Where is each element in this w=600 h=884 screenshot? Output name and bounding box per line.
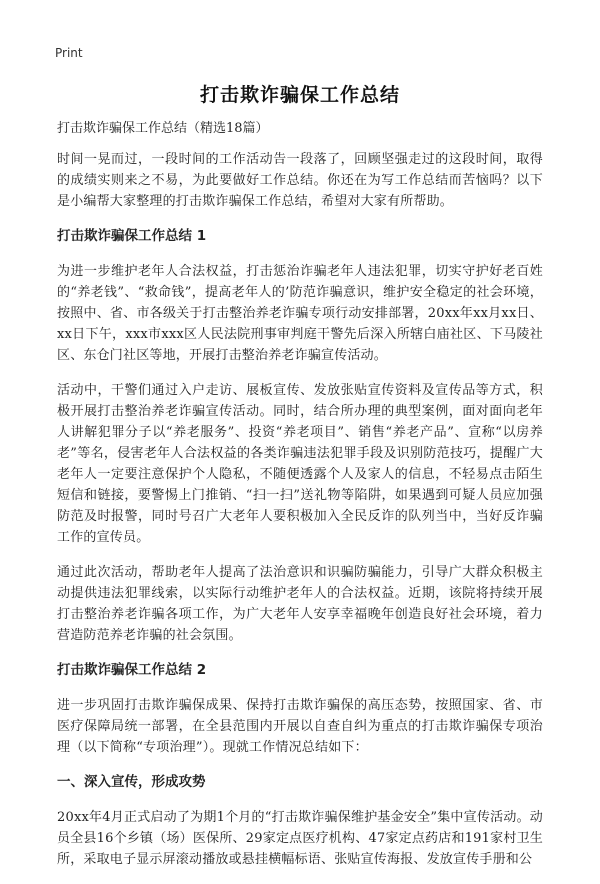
section-2-tail-paragraph: 20xx年4月正式启动了为期1个月的“打击欺诈骗保维护基金安全”集中宣传活动。动员全县16个乡镇（场）医保所、29家定点医疗机构、47家定点药店和191家村卫生所，采取电子显示屏滚动播放或悬挂横幅标语、张贴宣传海报、发放宣传手册和公 [57, 810, 543, 867]
section-1-heading: 打击欺诈骗保工作总结 1 [57, 228, 207, 244]
section-2-heading: 打击欺诈骗保工作总结 2 [57, 662, 207, 678]
section-1-paragraph: 活动中，干警们通过入户走访、展板宣传、发放张贴宣传资料及宣传品等方式，积极开展打击整治养老诈骗宣传活动。同时，结合所办理的典型案例，面对面向老年人讲解犯罪分子以“养老服务”、投资“养老项目”、销售“养老产品”、宣称“以房养老”等名，侵害老年人合法权益的各类诈骗违法犯罪手段及识别防范技巧，提醒广大老年人一定要注意保护个人隐私，不随便透露个人及家人的信息，不轻易点击陌生短信和链接，要警惕上门推销、“扫一扫”送礼物等陷阱，如果遇到可疑人员应加强防范及时报警，同时号召广大老年人要积极加入全民反诈的队列当中，当好反诈骗工作的宣传员。 [57, 383, 543, 545]
intro-paragraph: 时间一晃而过，一段时间的工作活动告一段落了，回顾坚强走过的这段时间，取得的成绩实则来之不易，为此要做好工作总结。你还在为写工作总结而苦恼吗？以下是小编帮大家整理的打击欺诈骗保工作总结，希望对大家有所帮助。 [57, 152, 543, 209]
section-1-paragraph: 通过此次活动，帮助老年人提高了法治意识和识骗防骗能力，引导广大群众积极主动提供违法犯罪线索，以实际行动维护老年人的合法权益。近期，该院将持续开展打击整治养老诈骗各项工作，为广大老年人安享幸福晚年创造良好社会环境，着力营造防范养老诈骗的社会氛围。 [57, 565, 543, 643]
section-1-paragraph: 为进一步维护老年人合法权益，打击惩治诈骗老年人违法犯罪，切实守护好老百姓的“养老钱”、“救命钱”，提高老年人的’防范诈骗意识，维护安全稳定的社会环境，按照中、省、市各级关于打击整治养老诈骗专项行动安排部署，20xx年xx月xx日、xx日下午，xxx市xxx区人民法院刑事审判庭干警先后深入所辖白庙社区、下马陵社区、东仓门社区等地，开展打击整治养老诈骗宣传活动。 [57, 264, 543, 363]
document-subtitle: 打击欺诈骗保工作总结（精选18篇） [57, 121, 269, 136]
document-body [57, 118, 543, 884]
document-title: 打击欺诈骗保工作总结 [199, 84, 400, 106]
section-2-paragraph: 进一步巩固打击欺诈骗保成果、保持打击欺诈骗保的高压态势，按照国家、省、市医疗保障局统一部署，在全县范围内开展以自查自纠为重点的打击欺诈骗保专项治理（以下简称“专项治理”）。现就工作情况总结如下： [57, 698, 543, 755]
section-2-subheading: 一、深入宣传，形成攻势 [57, 774, 206, 790]
print-link[interactable]: Print [55, 46, 83, 60]
